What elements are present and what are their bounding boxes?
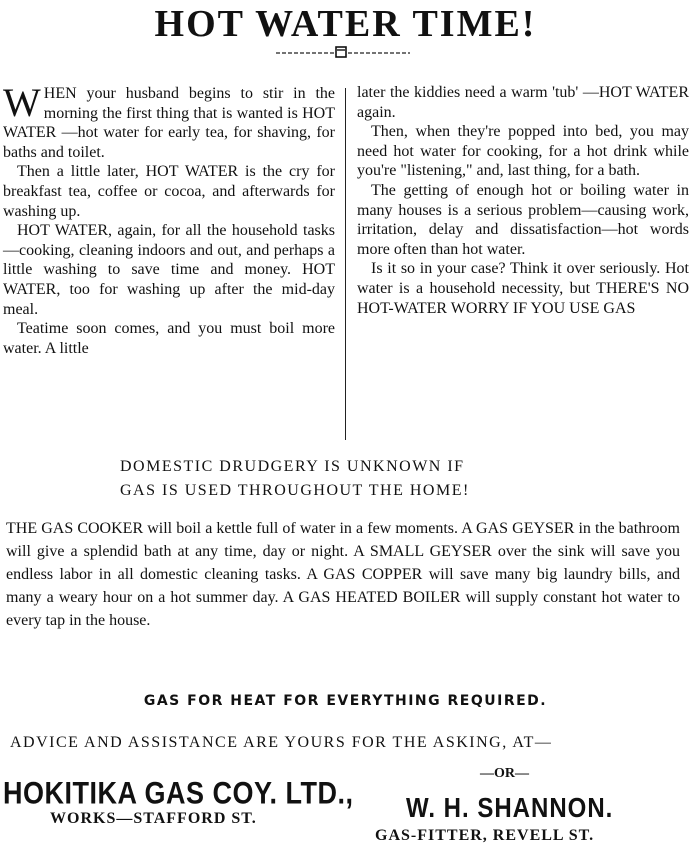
right-paragraph: Then, when they're popped into bed, you may need hot water for cooking, for a hot drink while you're "listening," and, last thing, for a bath. xyxy=(357,123,689,180)
company-name: HOKITIKA GAS COY. LTD., xyxy=(3,776,354,811)
advice-line: ADVICE AND ASSISTANCE ARE YOURS FOR THE ASKING, AT— xyxy=(10,734,553,751)
left-paragraph: HEN your husband begins to stir in the morning the first thing that is wanted is HOT WATER —hot water for early tea, for shaving, for baths and toilet. xyxy=(3,85,335,161)
or-label: —OR— xyxy=(480,766,529,781)
left-paragraph: Teatime soon comes, and you must boil more water. A little xyxy=(3,320,335,357)
headline xyxy=(120,455,560,503)
ornament-divider xyxy=(268,44,418,62)
right-column xyxy=(357,83,689,318)
appliance-paragraph: THE GAS COOKER will boil a kettle full of water in a few moments. A GAS GEYSER in the bathroom will give a splendid bath at any time, day or night. A SMALL GEYSER over the sink will save you endless labor in all domestic cleaning tasks. A GAS COPPER will save many big laundry bills, and many a weary hour on a hot summer day. A GAS HEATED BOILER will supply constant hot water to every tap in the house. xyxy=(6,520,680,629)
tagline: GAS FOR HEAT FOR EVERYTHING REQUIRED. xyxy=(143,693,548,709)
drop-cap: W xyxy=(3,80,41,125)
right-paragraph: Is it so in your case? Think it over seriously. Hot water is a household necessity, but THERE'S NO HOT-WATER WORRY IF YOU USE GAS xyxy=(357,260,689,317)
page-title: HOT WATER TIME! xyxy=(154,3,537,45)
fitter-name: W. H. SHANNON. xyxy=(406,793,614,825)
left-column xyxy=(3,80,335,358)
left-paragraph: Then a little later, HOT WATER is the cry for breakfast tea, coffee or cocoa, and afterwards for washing up. xyxy=(3,163,335,220)
headline-line: GAS IS USED THROUGHOUT THE HOME! xyxy=(120,482,470,499)
fitter-trade: GAS-FITTER, REVELL ST. xyxy=(375,827,595,844)
company-works: WORKS—STAFFORD ST. xyxy=(50,810,257,827)
column-rule xyxy=(345,88,346,440)
right-paragraph: later the kiddies need a warm 'tub' —HOT WATER again. xyxy=(357,84,689,121)
headline-line: DOMESTIC DRUDGERY IS UNKNOWN IF xyxy=(120,458,465,475)
left-paragraph: HOT WATER, again, for all the household tasks—cooking, cleaning indoors and out, and perhaps a little washing to save time and money. HOT WATER, too for washing up after the mid-day meal. xyxy=(3,222,335,318)
right-paragraph: The getting of enough hot or boiling water in many houses is a serious problem—causing work, irritation, delay and dissatisfaction—hot words more often than hot water. xyxy=(357,181,689,258)
